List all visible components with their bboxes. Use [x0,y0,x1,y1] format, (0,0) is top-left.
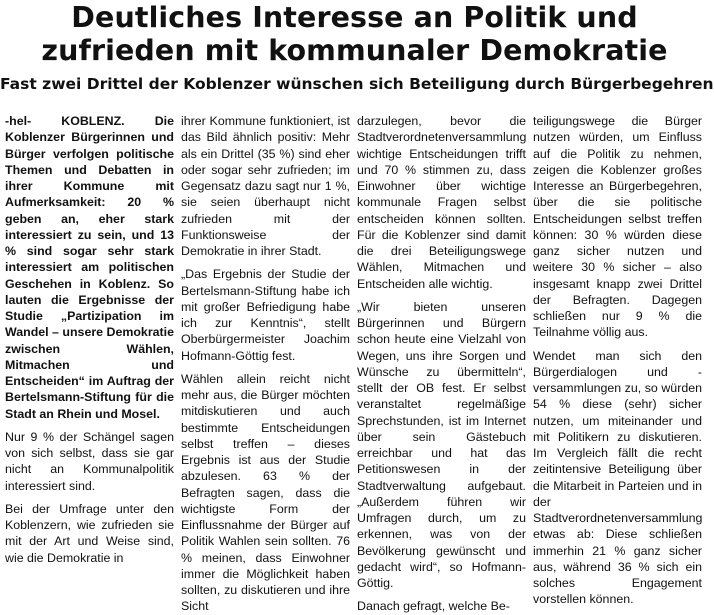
column-2 [181,113,350,615]
headline [0,1,709,67]
lead-paragraph: -hel- KOBLENZ. Die Koblenzer Bürgerinnen und Bürger verfolgen politische Themen und Debatten in ihrer Kommune mit Aufmerksamkeit: 20 % geben an, eher stark interessiert zu sein, und 13 % sind sogar sehr stark interessiert am politischen Geschehen in Koblenz. So lauten die Ergebnisse der Studie „Partizipation im Wandel – unsere Demokratie zwischen Wählen, Mitmachen und Entscheiden“ im Auftrag der Bertelsmann-Stiftung für die Stadt an Rhein und Mosel. [5,114,174,421]
paragraph: darzulegen, bevor die Stadtverordnetenversammlung wichtige Entscheidungen trifft und 70 % stimmen zu, dass Einwohner über wichtige kommunale Fragen selbst entscheiden können sollten. Für die Koblenzer sind damit die drei Beteiligungswege Wählen, Mitmachen und Entscheiden alle wichtig. [357,114,527,291]
column-4 [533,113,702,615]
quote-paragraph: „Das Ergebnis der Studie der Bertelsmann-Stiftung habe ich mit großer Befriedigung habe ich zur Kenntnis“, stellt Oberbürgermeister Joachim Hofmann-Göttig fest. [181,267,350,363]
quote-paragraph: „Wir bieten unseren Bürgerinnen und Bürgern schon heute eine Vielzahl von Wegen, uns ihre Sorgen und Wünsche zu übermitteln“, stellt der OB fest. Er selbst veranstaltet regelmäßige Sprechstunden, ist im Internet über sein Gästebuch erreichbar und hat das Petitionswesen in der Stadtverwaltung aufgebaut. „Außerdem führen wir Umfragen durch, um zu erkennen, was von der Bevölkerung gewünscht und gedacht wird“, so Hofmann-Göttig. [357,299,526,590]
subheadline: Fast zwei Drittel der Koblenzer wünschen sich Beteiligung durch Bürgerbegehren [0,75,714,93]
paragraph: Bei der Umfrage unter den Koblenzern, wie zufrieden sie mit der Art und Weise sind, wie die Demokratie in [5,501,174,565]
column-1 [5,113,174,615]
column-3 [357,113,526,615]
paragraph: Nur 9 % der Schängel sagen von sich selbst, dass sie gar nicht an Kommunalpolitik interessiert sind. [5,429,174,493]
paragraph: Wählen allein reicht nicht mehr aus, die Bürger möchten mitdiskutieren und auch bestimmte Entscheidungen selbst treffen – dieses Ergebnis ist aus der Studie abzulesen. 63 % der Befragten sagen, dass die wichtigste Form der Einflussnahme der Bürger auf Politik Wahlen sein sollten. 76 % meinen, dass Einwohner immer die Möglichkeit haben sollten, zu diskutieren und ihre Sicht [181,371,350,614]
paragraph: Wendet man sich den Bürgerdialogen und -versammlungen zu, so würden 54 % diese (sehr) sicher nutzen, um miteinander und mit Politikern zu diskutieren. Im Vergleich fällt die recht zeitintensive Beteiligung über die Mitarbeit in Parteien und in der Stadtverordnetenversammlung etwas ab: Diese schließen immerhin 21 % ganz sicher aus, während 36 % sich ein solches Engagement vorstellen können. [533,348,703,607]
headline-line-2: zufrieden mit kommunaler Demokratie [41,34,668,67]
newspaper-article [0,1,714,614]
paragraph: Danach gefragt, welche Be- [357,599,510,614]
paragraph: ihrer Kommune funktioniert, ist das Bild ähnlich positiv: Mehr als ein Drittel (35 %) sind eher oder sogar sehr zufrieden; im Gegensatz dazu sagt nur 1 %, sie seien überhaupt nicht zufrieden mit der Funktionsweise der Demokratie in ihrer Stadt. [181,114,350,258]
paragraph: teiligungswege die Bürger nutzen würden, um Einfluss auf die Politik zu nehmen, zeigen die Koblenzer großes Interesse an Bürgerbegehren, über die sie politische Entscheidungen selbst treffen können: 30 % würden diese ganz sicher nutzen und weitere 30 % sicher – also insgesamt knapp zwei Drittel der Befragten. Dagegen schließen nur 9 % die Teilnahme völlig aus. [533,114,702,340]
headline-line-1: Deutliches Interesse an Politik und [71,1,638,34]
article-columns [5,113,704,615]
